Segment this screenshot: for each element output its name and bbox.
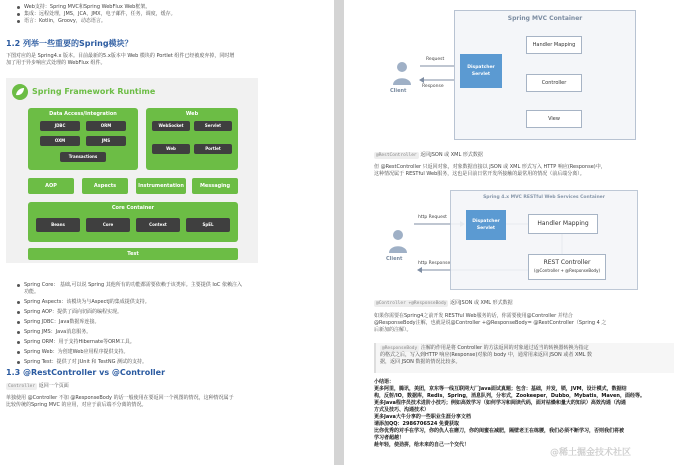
module-test: Test	[28, 248, 238, 260]
paragraph-line: 下图对应的是 Spring4.x 版本。目前最新的5.x版本中 Web 模块的 Portlet 组件已经被废弃掉，同时增	[6, 53, 235, 59]
note-line: 的格式之后，写入到HTTP 响应(Response)对象的 body 中，通常用来返回 JSON 或者 XML 数	[380, 352, 593, 358]
promo-line: 方式及技巧、沟通技术）	[374, 407, 430, 413]
spring-leaf-icon	[12, 84, 28, 100]
bullet-item: 集成：远程处理，JMS，JCA，JMX，电子邮件，任务，调度，缓存。	[14, 11, 176, 18]
promo-line: 趁年轻，使劲拼，给未来的自己一个交代！	[374, 442, 470, 448]
bullet-item: Spring AOP：提供了面向切面的编程实现。	[14, 309, 242, 316]
http-response-label: http Response	[418, 261, 451, 266]
note-block	[374, 343, 674, 373]
module-core: Core	[86, 218, 130, 232]
paragraph-line: @ResponseBody注解，也就是说@Controller +@ResponseBody= @RestController（Spring 4 之	[374, 320, 607, 326]
module-orm: ORM	[86, 121, 126, 131]
module-jms: JMS	[86, 136, 126, 146]
request-label: Request	[426, 57, 445, 62]
spring-runtime-diagram	[6, 78, 258, 263]
bullet-item: Spring ORM：用于支持Hibernate等ORM工具。	[14, 339, 242, 346]
promo-line: 请添加QQ：2986706524 免费获取	[374, 421, 460, 427]
client-user-icon	[388, 228, 408, 254]
code-chip: @ResponseBody	[382, 346, 418, 351]
section-heading: 1.3 @RestController vs @Controller	[6, 368, 166, 377]
dispatcher-servlet	[466, 210, 506, 240]
module-beans: Beans	[36, 218, 80, 232]
bullet-item: Spring Web：为创建Web应用程序提供支持。	[14, 349, 242, 356]
combo-line	[374, 300, 513, 307]
dispatcher-line: Servlet	[471, 72, 491, 77]
rest-container-title: Spring 4.x MVC RESTful Web Services Container	[483, 195, 605, 200]
bullet-item: Web支持：Spring MVC和Spring WebFlux Web框架。	[14, 4, 176, 11]
module-oxm: OXM	[40, 136, 80, 146]
paragraph-line: 如果你需要在Spring4之前开发 RESTful Web服务的话，你需要使用@Controller 并结合	[374, 313, 573, 319]
response-label: Response	[422, 84, 444, 89]
code-chip: Controller	[8, 384, 36, 389]
dispatcher-servlet	[460, 54, 502, 88]
restcontroller-desc: 返回JSON 或 XML 形式数据	[420, 152, 483, 158]
promo-block	[374, 379, 645, 449]
right-page	[344, 0, 678, 465]
bullet-item: Spring Aspects：该模块为与AspectJ的集成提供支持。	[14, 299, 242, 306]
code-chip: @RestController	[376, 153, 417, 158]
module-portlet: Portlet	[194, 144, 232, 154]
module-aop: AOP	[28, 178, 74, 194]
data-access-title: Data Access/Integration	[49, 111, 117, 117]
promo-line: 更多Java程序员技术进阶小技巧；例如高效学习（如何学习和阅读代码，面对枯燥和量大的知识）高效沟通（沟通	[374, 400, 626, 406]
rest-diagram	[378, 190, 640, 292]
promo-line: 构，反射/IO，数据库，Redis，Spring，消息队列，分布式，Zookeeper，Dubbo，Mybatis，Maven，面经等。	[374, 393, 645, 399]
controller-line	[6, 383, 69, 390]
note-line	[380, 345, 670, 352]
restcontroller-line	[374, 152, 483, 159]
core-container-group	[28, 202, 238, 242]
note-text: 注解的作用是将 Controller 的方法返回的对象通过适当的转换器转换为指定	[420, 345, 589, 351]
paragraph-line: 但 @RestController 只返回对象，对象数据直接以 JSON 或 XML 形式写入 HTTP 响应(Response)中，	[374, 164, 606, 170]
handler-mapping-box: Handler Mapping	[528, 214, 598, 234]
module-aspects: Aspects	[82, 178, 128, 194]
code-chip: @Controller +@ResponseBody	[376, 301, 447, 306]
rest-controller-box	[528, 254, 606, 280]
paragraph	[374, 164, 606, 178]
combo-desc: 返回JSON 或 XML 形式数据	[450, 300, 513, 306]
dispatcher-line: Servlet	[476, 226, 496, 231]
bullet-item: Spring JDBC：Java数据库连接。	[14, 319, 242, 326]
paragraph-line: 比较传统的Spring MVC 的应用，对应于前后端不分离的情况。	[6, 402, 147, 408]
core-container-title: Core Container	[111, 205, 155, 211]
runtime-title: Spring Framework Runtime	[32, 87, 156, 96]
note-line: 据，返回 JSON 数据的情况比较多。	[380, 359, 461, 365]
rest-controller-title: REST Controller	[543, 259, 591, 266]
mvc-container-title: Spring MVC Container	[507, 15, 583, 22]
paragraph-line: 后新加的注解）。	[374, 327, 412, 333]
client-label: Client	[386, 256, 403, 262]
module-instrumentation: Instrumentation	[136, 178, 186, 194]
paragraph-line: 加了用于异步响应式处理的 WebFlux 组件。	[6, 60, 106, 66]
http-request-label: http Request	[418, 215, 447, 220]
web-group	[146, 108, 238, 170]
bullet-item: Spring JMS：Java消息服务。	[14, 329, 242, 336]
bullet-item: Spring Core： 基础,可以说 Spring 其他所有的功能都需要依赖于该类库。主要提供 IoC 依赖注入	[14, 282, 242, 289]
top-bullets	[14, 4, 176, 25]
paragraph	[6, 53, 234, 67]
page-gutter	[334, 0, 344, 465]
bullet-item: Spring Test：提供了对 JUnit 和 TestNG 测试的支持。	[14, 359, 242, 366]
promo-line: 更多Java大牛分享的一些职业生涯分享文档	[374, 414, 471, 420]
module-context: Context	[136, 218, 180, 232]
watermark: @稀土掘金技术社区	[550, 448, 632, 458]
module-transactions: Transactions	[60, 152, 106, 162]
module-bullets	[14, 282, 242, 366]
module-spel: SpEL	[186, 218, 230, 232]
web-title: Web	[185, 111, 199, 117]
module-web: Web	[152, 144, 190, 154]
rest-controller-sub: (@Controller + @ResponseBody)	[534, 268, 600, 273]
bullet-continuation: 功能。	[24, 289, 40, 295]
dispatcher-line: Dispatcher	[467, 65, 495, 70]
view-box: View	[526, 110, 582, 128]
promo-line: 更多阿里，腾讯，美团，京东等一线互联网大厂Java面试真题；包含：基础，并发，锁，JVM，设计模式，数据结	[374, 386, 627, 392]
promo-line: 学习者超越！	[374, 435, 405, 441]
module-websocket: WebSocket	[152, 121, 190, 131]
module-messaging: Messaging	[192, 178, 238, 194]
paragraph	[6, 395, 234, 409]
data-access-group	[28, 108, 138, 170]
handler-mapping-box: Handler Mapping	[526, 36, 582, 54]
controller-box: Controller	[526, 74, 582, 92]
client-label: Client	[390, 88, 407, 94]
client-user-icon	[392, 60, 412, 86]
paragraph	[374, 313, 606, 334]
paragraph-line: 单独使用 @Controller 不加 @ResponseBody 的话一般使用在要返回一个视图的情况，这种情况属于	[6, 395, 234, 401]
controller-desc: 返回一个页面	[38, 383, 69, 389]
section-heading: 1.2 列举一些重要的Spring模块？	[6, 39, 133, 48]
promo-line: 比你优秀的对手在学习，你的仇人在磨刀，你的闺蜜在减肥，隔壁老王在练腰，我们必须不断学习，否则我们将被	[374, 428, 625, 434]
module-servlet: Servlet	[194, 121, 232, 131]
dispatcher-line: Dispatcher	[472, 219, 500, 224]
bullet-item: 语言：Kotlin，Groovy，动态语言。	[14, 18, 176, 25]
promo-line: 小结语：	[374, 379, 395, 385]
module-jdbc: JDBC	[40, 121, 80, 131]
mvc-diagram	[378, 10, 638, 142]
left-page	[0, 0, 334, 465]
paragraph-line: 这种情况属于 RESTful Web服务，这也是目前日常开发所接触的最常用的情况（前后端分离）。	[374, 171, 585, 177]
